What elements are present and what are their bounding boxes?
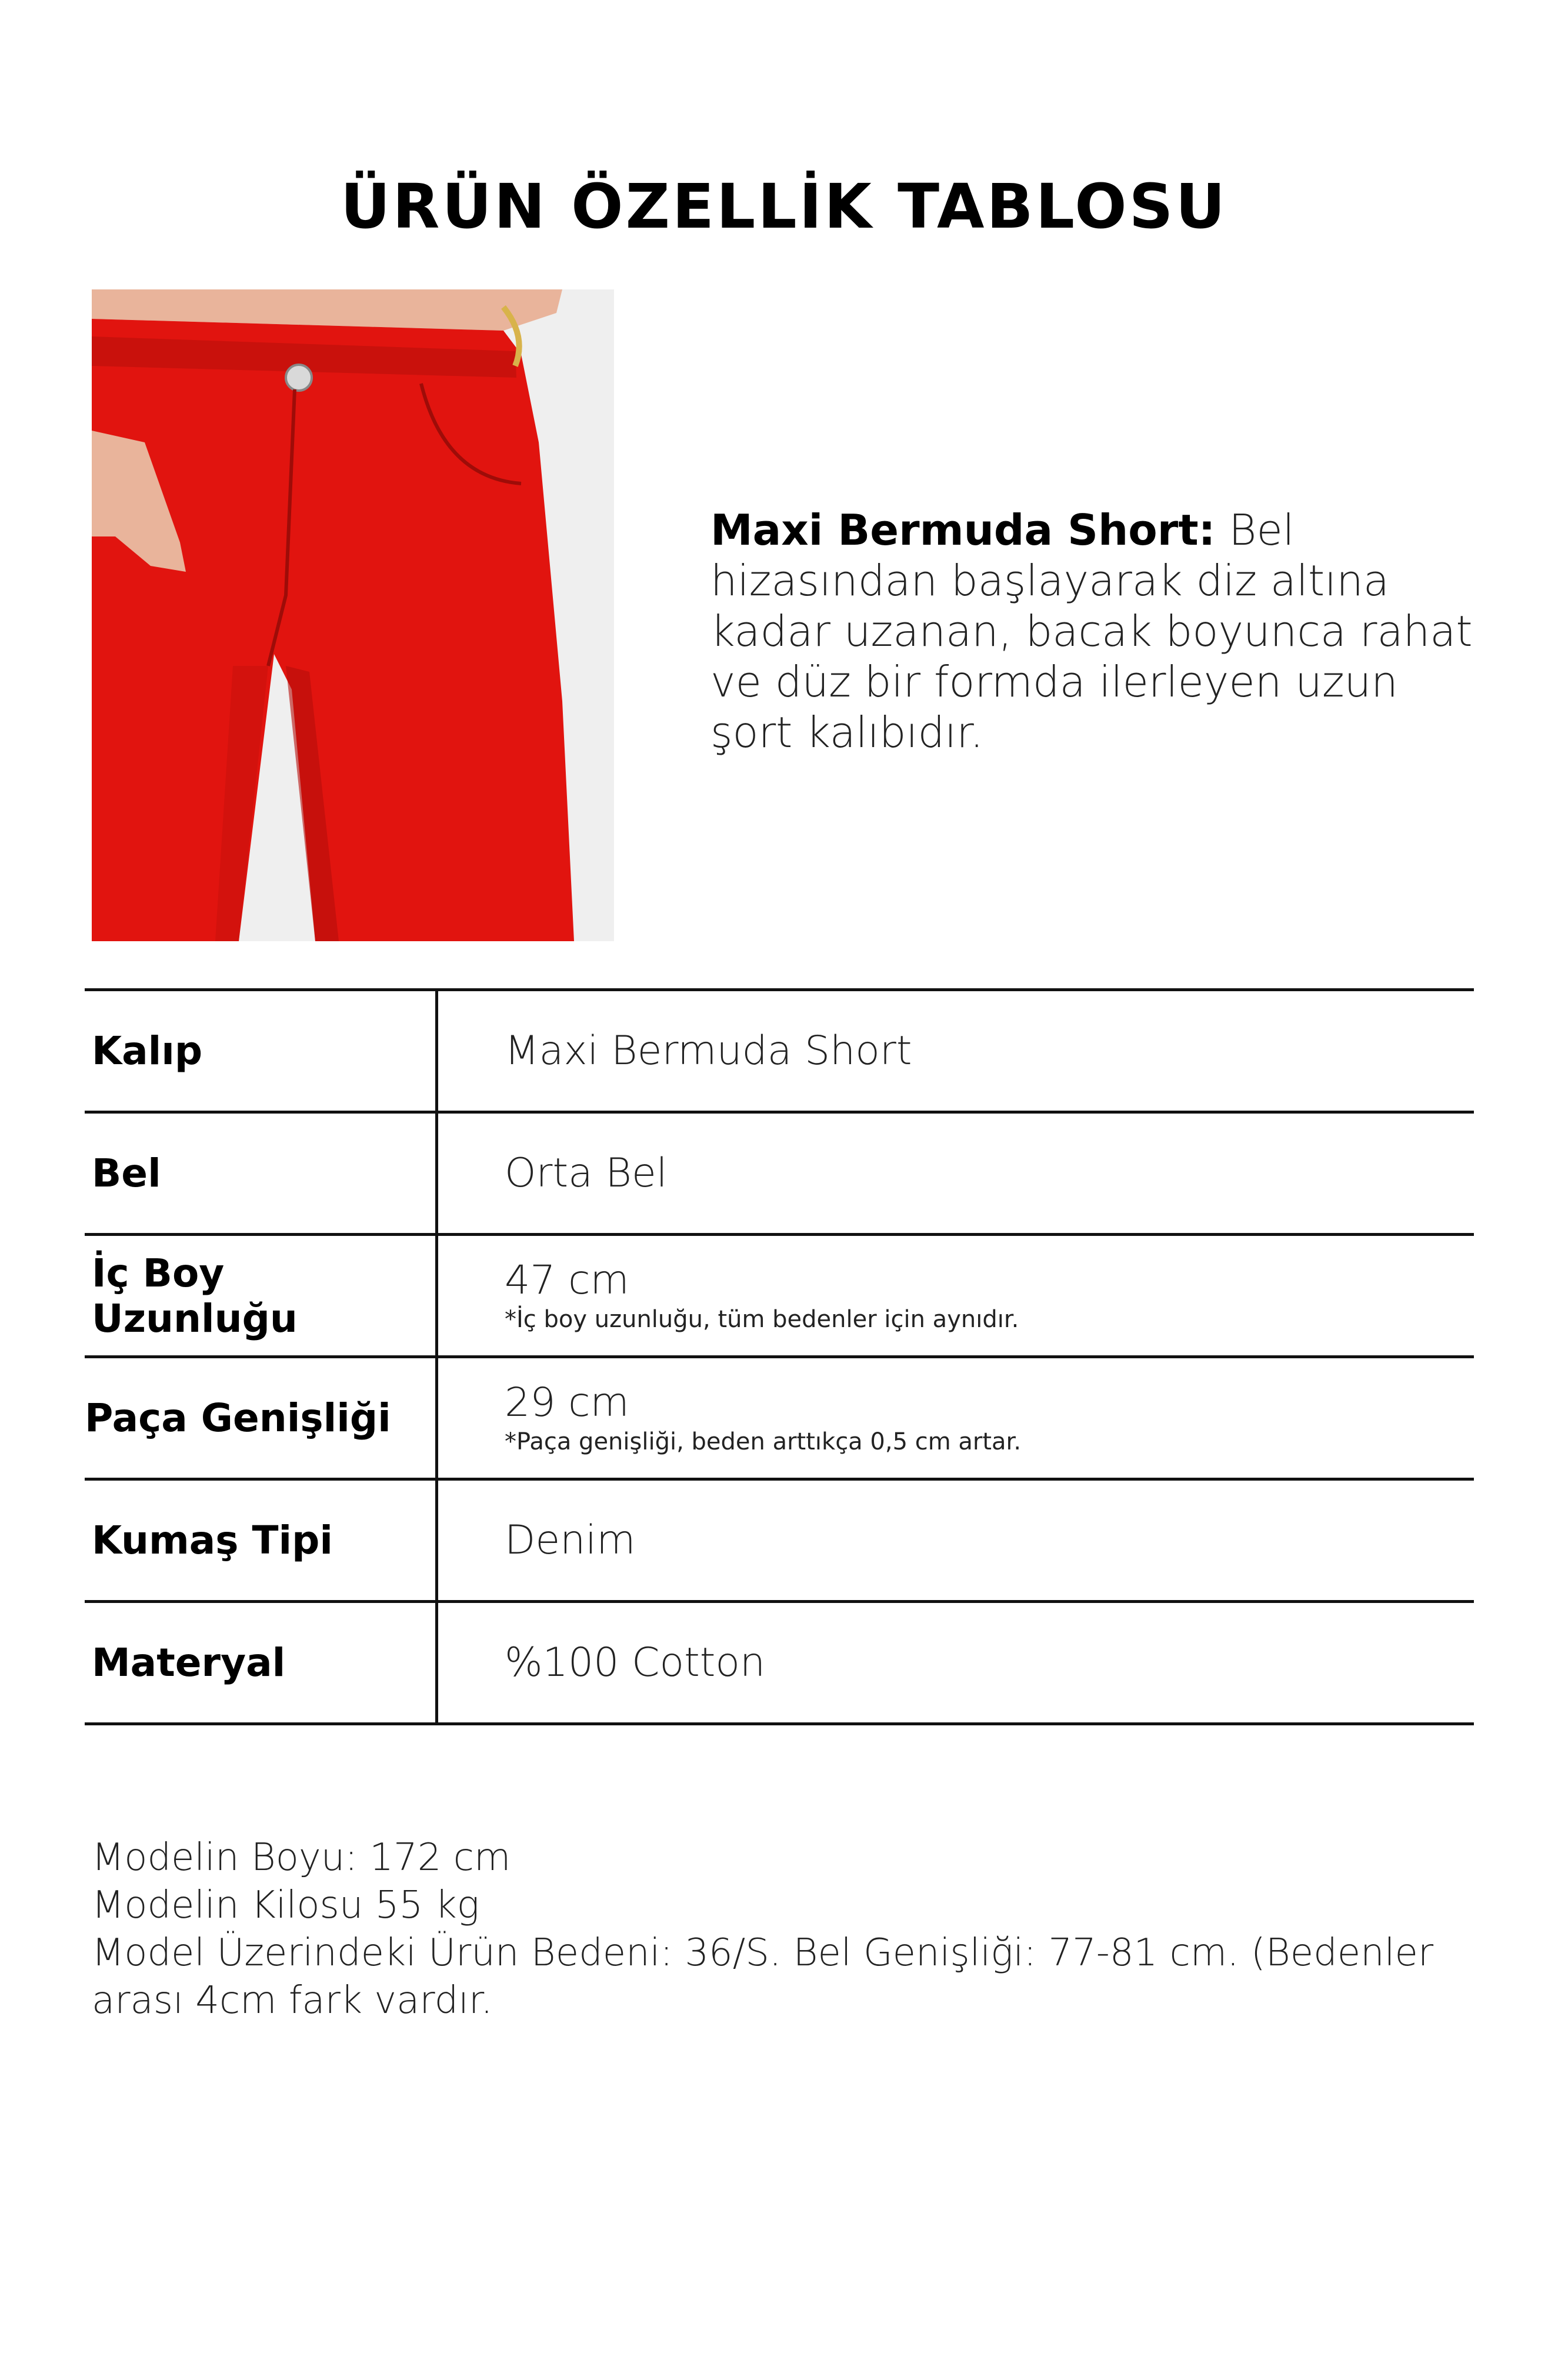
model-size: Model Üzerindeki Ürün Bedeni: 36/S. Bel Genişliği: 77-81 cm. (Bedenler arası 4cm fark vardır.	[92, 1931, 1434, 2022]
column-divider	[435, 991, 438, 1114]
column-divider	[435, 1603, 438, 1722]
column-divider	[435, 1358, 438, 1481]
spec-row-bel	[85, 1114, 1474, 1236]
page-title: ÜRÜN ÖZELLİK TABLOSU	[340, 171, 1228, 242]
spec-row-paca	[85, 1358, 1474, 1481]
product-photo	[92, 289, 614, 941]
spec-value: Denim	[505, 1517, 636, 1564]
column-divider	[435, 1236, 438, 1358]
spec-row-kumas	[85, 1481, 1474, 1603]
spec-value: 29 cm	[505, 1379, 629, 1426]
column-divider	[435, 1114, 438, 1236]
spec-label: Materyal	[92, 1640, 286, 1685]
product-description	[710, 505, 1475, 758]
spec-note: *İç boy uzunluğu, tüm bedenler için aynıdır.	[505, 1305, 1019, 1333]
spec-row-kalip	[85, 991, 1474, 1114]
spec-note: *Paça genişliği, beden arttıkça 0,5 cm artar.	[505, 1428, 1022, 1455]
spec-label: Kumaş Tipi	[92, 1518, 333, 1563]
model-weight: Modelin Kilosu 55 kg	[92, 1884, 480, 1927]
spec-label: Paça Genişliği	[85, 1395, 391, 1441]
spec-label: Kalıp	[92, 1028, 203, 1074]
spec-value: Maxi Bermuda Short	[505, 1027, 912, 1074]
spec-table	[85, 988, 1474, 1725]
spec-label: İç Boy Uzunluğu	[92, 1250, 298, 1341]
spec-value: 47 cm	[505, 1257, 629, 1304]
spec-value: Orta Bel	[505, 1149, 668, 1197]
spec-row-ic-boy	[85, 1236, 1474, 1358]
column-divider	[435, 1481, 438, 1603]
spec-value: %100 Cotton	[505, 1639, 766, 1686]
spec-row-materyal	[85, 1603, 1474, 1725]
model-height: Modelin Boyu: 172 cm	[92, 1836, 511, 1879]
description-term: Maxi Bermuda Short:	[710, 505, 1216, 555]
spec-label: Bel	[92, 1151, 161, 1196]
model-info	[92, 1834, 1480, 2025]
description-text: Bel hizasından başlayarak diz altına kadar uzanan, bacak boyunca rahat ve düz bir formda ilerleyen uzun şort kalıbıdır.	[710, 505, 1473, 757]
red-shorts-image	[92, 289, 614, 941]
